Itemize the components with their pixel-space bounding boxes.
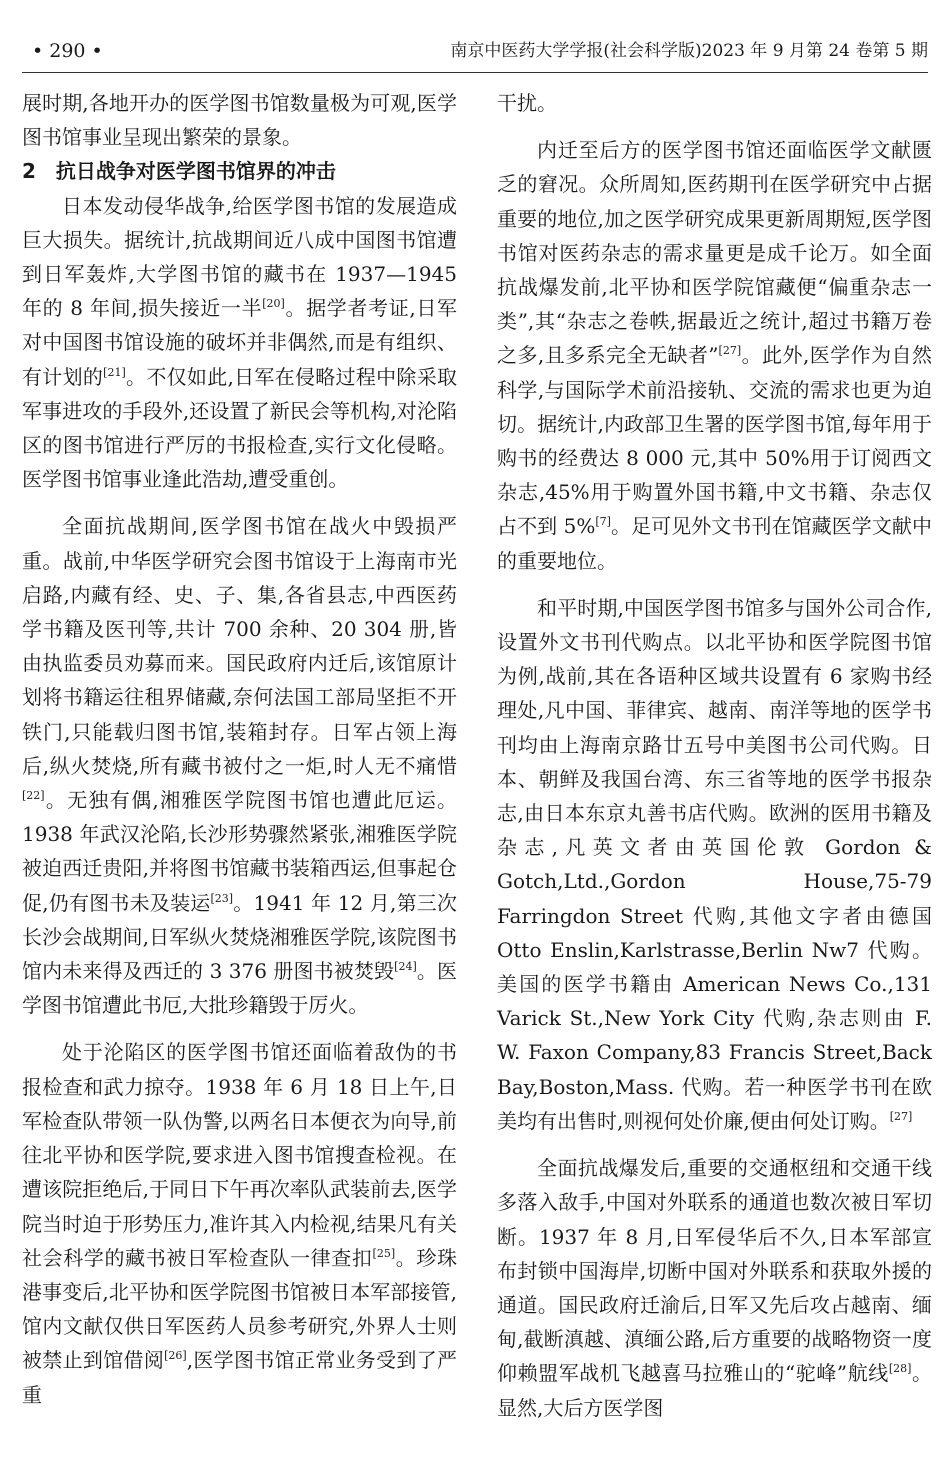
section-heading: 2 抗日战争对医学图书馆界的冲击: [22, 159, 336, 184]
paragraph: 处于沦陷区的医学图书馆还面临着敌伪的书报检查和武力掠夺。1938 年 6 月 18 日上午,日军检查队带领一队伪警,以两名日本便衣为向导,前往北平协和医学院,要求进入图书馆搜查检视。在遭该院拒绝后,于同日下午再次率队武装前去,医学院当时迫于形势压力,准许其入内检视,结果凡有关社会科学的藏书被日军检查队一律查扣[25]。珍珠港事变后,北平协和医学院图书馆被日本军部接管,馆内文献仅供日军医药人员参考研究,外界人士则被禁止到馆借阅[26],医学图书馆正常业务受到了严重: [22, 1040, 458, 1407]
paragraph: 全面抗战爆发后,重要的交通枢纽和交通干线多落入敌手,中国对外联系的通道也数次被日军切断。1937 年 8 月,日军侵华后不久,日本军部宣布封锁中国海岸,切断中国对外联系和获取外援的通道。国民政府迁渝后,日军又先后攻占越南、缅甸,截断滇越、滇缅公路,后方重要的战略物资一度仰赖盟军战机飞越喜马拉雅山的“驼峰”航线[28]。显然,大后方医学图: [497, 1156, 933, 1420]
citation: [7]: [595, 515, 611, 529]
citation: [28]: [888, 1362, 912, 1376]
paragraph: 内迁至后方的医学图书馆还面临医学文献匮乏的窘况。众所周知,医药期刊在医学研究中占据重要的地位,加之医学研究成果更新周期短,医学图书馆对医药杂志的需求量更是成千论万。如全面抗战爆发前,北平协和医学院馆藏便“偏重杂志一类”,其“杂志之卷帙,据最近之统计,超过书籍万卷之多,且多系完全无缺者”[27]。此外,医学作为自然科学,与国际学术前沿接轨、交流的需求也更为迫切。据统计,内政部卫生署的医学图书馆,每年用于购书的经费达 8 000 元,其中 50%用于订阅西文杂志,45%用于购置外国书籍,中文书籍、杂志仅占不到 5%[7]。足可见外文书刊在馆藏医学文献中的重要地位。: [497, 138, 933, 573]
citation: [27]: [718, 344, 742, 358]
paragraph: 全面抗战期间,医学图书馆在战火中毁损严重。战前,中华医学研究会图书馆设于上海南市光启路,内藏有经、史、子、集,各省县志,中西医药学书籍及医刊等,共计 700 余种、20 304 册,皆由执监委员劝募而来。国民政府内迁后,该馆原计划将书籍运往租界储藏,奈何法国工部局坚拒不开铁门,只能载归图书馆,装箱封存。日军占领上海后,纵火焚烧,所有藏书被付之一炬,时人无不痛惜[22]。无独有偶,湘雅医学院图书馆也遭此厄运。1938 年武汉沦陷,长沙形势骤然紧张,湘雅医学院被迫西迁贵阳,并将图书馆藏书装箱西运,但事起仓促,仍有图书未及装运[23]。1941 年 12 月,第三次长沙会战期间,日军纵火焚烧湘雅医学院,该院图书馆内未来得及西迁的 3 376 册图书被焚毁[24]。医学图书馆遭此书厄,大批珍籍毁于厉火。: [22, 514, 458, 1018]
citation: [26]: [164, 1349, 187, 1363]
paragraph: 展时期,各地开办的医学图书馆数量极为可观,医学图书馆事业呈现出繁荣的景象。: [22, 91, 457, 150]
citation: [24]: [394, 960, 417, 974]
page-number: • 290 •: [32, 40, 103, 62]
left-column: [22, 86, 457, 1412]
citation: [22]: [22, 789, 45, 803]
paragraph: 日本发动侵华战争,给医学图书馆的发展造成巨大损失。据统计,抗战期间近八成中国图书馆遭到日军轰炸,大学图书馆的藏书在 1937—1945 年的 8 年间,损失接近一半[20]。据学者考证,日军对中国图书馆设施的破坏并非偶然,而是有组织、有计划的[21]。不仅如此,日军在侵略过程中除采取军事进攻的手段外,还设置了新民会等机构,对沦陷区的图书馆进行严厉的书报检查,实行文化侵略。医学图书馆事业逢此浩劫,遭受重创。: [22, 193, 458, 492]
citation: [20]: [262, 297, 285, 311]
citation: [21]: [103, 365, 126, 379]
citation: [25]: [372, 1246, 396, 1260]
paragraph: 和平时期,中国医学图书馆多与国外公司合作,设置外文书刊代购点。以北平协和医学院图书馆为例,战前,其在各语种区域共设置有 6 家购书经理处,凡中国、菲律宾、越南、南洋等地的医学书刊均由上海南京路廿五号中美图书公司代购。日本、朝鲜及我国台湾、东三省等地的医学书报杂志,由日本东京丸善书店代购。欧洲的医用书籍及杂志,凡英文者由英国伦敦 Gordon & Gotch,Ltd.,Gordon House,75-79 Farringdon Street 代购,其他文字者由德国 Otto Enslin,Karlstrasse,Berlin Nw7 代购。美国的医学书籍由 American News Co.,131 Varick St.,New York City 代购,杂志则由 F. W. Faxon Company,83 Francis Street,Back Bay,Boston,Mass. 代购。若一种医学书刊在欧美均有出售时,则视何处价廉,便由何处订购。[27]: [497, 595, 932, 1133]
citation: [27]: [889, 1109, 913, 1123]
paragraph: 干扰。: [497, 91, 557, 115]
header-rule: [22, 72, 928, 73]
right-column: [497, 86, 932, 1425]
running-header: [22, 36, 928, 66]
citation: [23]: [210, 891, 234, 905]
journal-title: 南京中医药大学学报(社会科学版)2023 年 9 月第 24 卷第 5 期: [450, 41, 928, 61]
